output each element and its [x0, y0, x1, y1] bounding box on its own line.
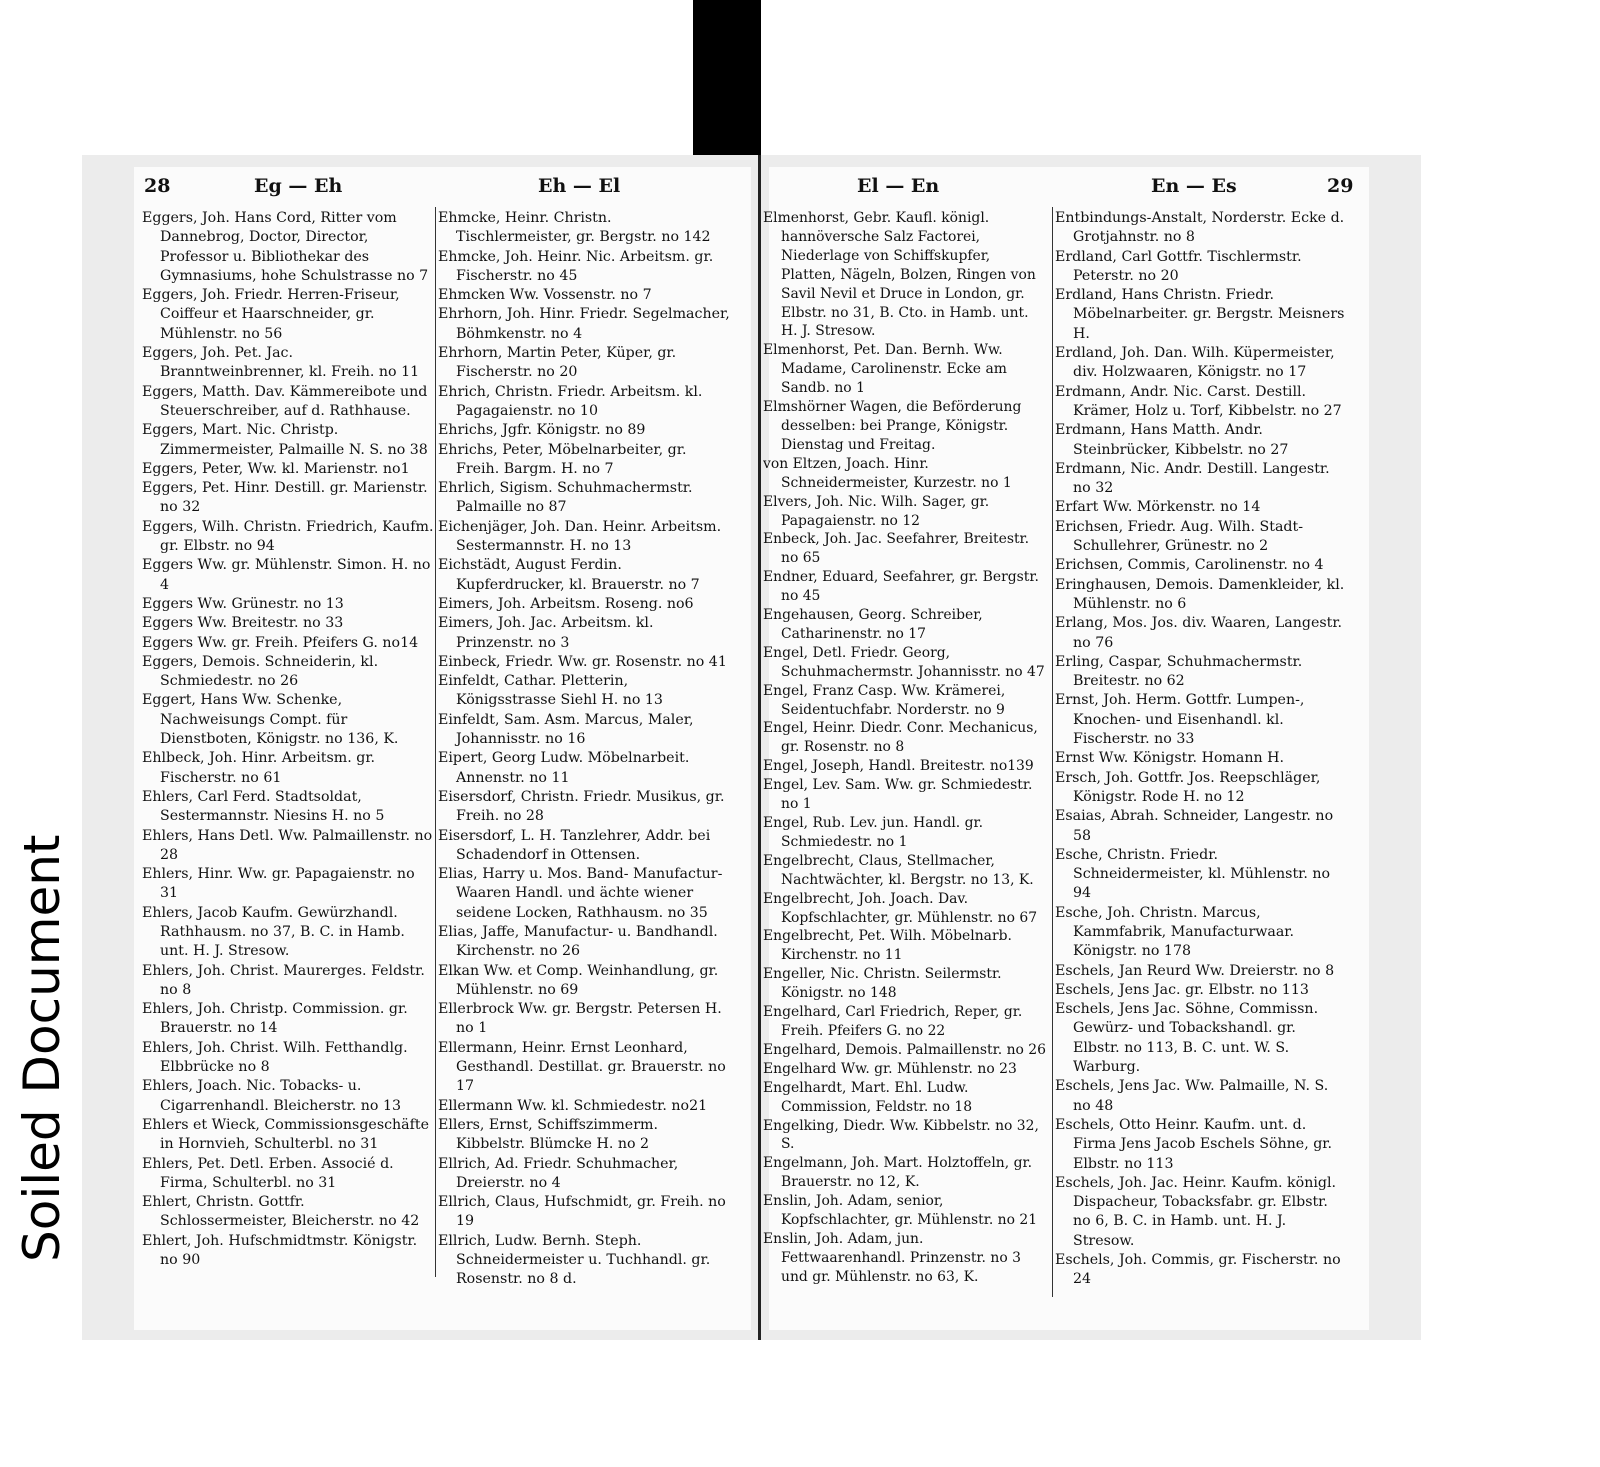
directory-entry: Elmenhorst, Pet. Dan. Bernh. Ww. Madame, Carolinenstr. Ecke am Sandb. no 1: [763, 342, 1007, 397]
right-head-1: El — En: [857, 175, 940, 197]
directory-entry: Engelbrecht, Pet. Wilh. Möbelnarb. Kirchenstr. no 11: [763, 928, 1012, 964]
directory-entry: Esaias, Abrah. Schneider, Langestr. no 58: [1055, 808, 1334, 844]
directory-entry: Engelhard, Demois. Palmaillenstr. no 26: [763, 1041, 1046, 1058]
directory-entry: Ehlert, Joh. Hufschmidtmstr. Königstr. no 90: [142, 1232, 418, 1269]
directory-entry: Esche, Christn. Friedr. Schneidermeister, kl. Mühlenstr. no 94: [1055, 846, 1331, 902]
directory-entry: Eichstädt, August Ferdin. Kupferdrucker, kl. Brauerstr. no 7: [438, 557, 700, 593]
directory-entry: Ehrichs, Peter, Möbelnarbeiter, gr. Freih. Bargm. H. no 7: [438, 441, 687, 477]
directory-entry: Erdmann, Hans Matth. Andr. Steinbrücker, Kibbelstr. no 27: [1055, 422, 1289, 458]
directory-entry: Elkan Ww. et Comp. Weinhandlung, gr. Mühlenstr. no 69: [438, 962, 719, 998]
directory-entry: Ehmcken Ww. Vossenstr. no 7: [438, 287, 652, 304]
directory-entry: Ehmcke, Joh. Heinr. Nic. Arbeitsm. gr. Fischerstr. no 45: [438, 248, 714, 284]
directory-entry: Eggers, Pet. Hinr. Destill. gr. Marienstr. no 32: [142, 480, 428, 516]
directory-entry: Einfeldt, Cathar. Pletterin, Königsstrasse Siehl H. no 13: [438, 673, 663, 709]
directory-entry: Ellrich, Claus, Hufschmidt, gr. Freih. no 19: [438, 1194, 726, 1230]
directory-entry: Engel, Lev. Sam. Ww. gr. Schmiedestr. no 1: [763, 777, 1033, 813]
directory-entry: Engel, Joseph, Handl. Breitestr. no139: [763, 758, 1034, 775]
directory-entry: Ehlers, Joach. Nic. Tobacks- u. Cigarrenhandl. Bleicherstr. no 13: [142, 1078, 402, 1114]
directory-entry: Einbeck, Friedr. Ww. gr. Rosenstr. no 41: [438, 653, 727, 670]
directory-entry: Eschels, Jens Jac. gr. Elbstr. no 113: [1055, 981, 1309, 998]
directory-entry: Erdland, Hans Christn. Friedr. Möbelnarbeiter. gr. Bergstr. Meisners H.: [1055, 287, 1345, 342]
left-page-number: 28: [144, 175, 171, 197]
directory-entry: Ehrhorn, Joh. Hinr. Friedr. Segelmacher, Böhmkenstr. no 4: [438, 306, 730, 342]
right-column-2: [1055, 209, 1345, 1329]
directory-entry: Ehlers, Carl Ferd. Stadtsoldat, Sestermannstr. Niesins H. no 5: [142, 788, 385, 825]
left-page: [82, 155, 762, 1340]
right-head-2: En — Es: [1151, 175, 1237, 197]
directory-entry: Eschels, Joh. Jac. Heinr. Kaufm. königl. Dispacheur, Tobacksfabr. gr. Elbstr. no 6, B. C. in Hamb. unt. H. J. Stresow.: [1055, 1174, 1336, 1249]
directory-entry: Enslin, Joh. Adam, senior, Kopfschlachter, gr. Mühlenstr. no 21: [763, 1193, 1038, 1229]
directory-entry: Erdland, Joh. Dan. Wilh. Küpermeister, div. Holzwaaren, Königstr. no 17: [1055, 345, 1335, 381]
directory-entry: Engelhard, Carl Friedrich, Reper, gr. Freih. Pfeifers G. no 22: [763, 1004, 1023, 1039]
directory-entry: Eimers, Joh. Jac. Arbeitsm. kl. Prinzenstr. no 3: [438, 615, 654, 651]
directory-entry: Eschels, Otto Heinr. Kaufm. unt. d. Firma Jens Jacob Eschels Söhne, gr. Elbstr. no 113: [1055, 1116, 1333, 1172]
directory-entry: Ellrich, Ad. Friedr. Schuhmacher, Dreierstr. no 4: [438, 1155, 679, 1191]
directory-entry: Engelking, Diedr. Ww. Kibbelstr. no 32, S.: [763, 1117, 1039, 1153]
directory-entry: Engel, Rub. Lev. jun. Handl. gr. Schmiedestr. no 1: [763, 815, 984, 850]
right-column-divider: [1052, 207, 1053, 1297]
directory-entry: Eggers, Mart. Nic. Christp. Zimmermeister, Palmaille N. S. no 38: [142, 422, 428, 458]
directory-entry: Erfart Ww. Mörkenstr. no 14: [1055, 499, 1261, 516]
directory-entry: Engelhard Ww. gr. Mühlenstr. no 23: [763, 1060, 1017, 1077]
soiled-document-label: Soiled Document: [13, 834, 71, 1262]
directory-entry: Ellerbrock Ww. gr. Bergstr. Petersen H. no 1: [438, 1001, 722, 1037]
directory-entry: Ehmcke, Heinr. Christn. Tischlermeister, gr. Bergstr. no 142: [438, 210, 711, 246]
directory-entry: Eggers, Demois. Schneiderin, kl. Schmiedestr. no 26: [142, 653, 379, 690]
directory-entry: Eschels, Jens Jac. Söhne, Commissn. Gewürz- und Tobackshandl. gr. Elbstr. no 113, B. C. unt. W. S. Warburg.: [1055, 1001, 1319, 1076]
directory-entry: Eggers, Wilh. Christn. Friedrich, Kaufm. gr. Elbstr. no 94: [142, 518, 434, 555]
directory-entry: Eipert, Georg Ludw. Möbelnarbeit. Annenstr. no 11: [438, 750, 690, 786]
directory-entry: Ehlert, Christn. Gottfr. Schlossermeister, Bleicherstr. no 42: [142, 1194, 420, 1230]
directory-entry: Eschels, Jan Reurd Ww. Dreierstr. no 8: [1055, 962, 1335, 979]
right-column-1: [763, 209, 1049, 1329]
left-column-1: [142, 209, 434, 1329]
directory-entry: Enbeck, Joh. Jac. Seefahrer, Breitestr. no 65: [763, 531, 1030, 567]
directory-entry: Ellermann, Heinr. Ernst Leonhard, Gesthandl. Destillat. gr. Brauerstr. no 17: [438, 1039, 726, 1095]
directory-entry: Eichenjäger, Joh. Dan. Heinr. Arbeitsm. Sestermannstr. H. no 13: [438, 518, 722, 555]
directory-entry: Erling, Caspar, Schuhmachermstr. Breitestr. no 62: [1055, 653, 1303, 690]
directory-entry: Ehrichs, Jgfr. Königstr. no 89: [438, 422, 646, 439]
directory-entry: Eschels, Jens Jac. Ww. Palmaille, N. S. no 48: [1055, 1078, 1329, 1114]
directory-entry: Ehrhorn, Martin Peter, Küper, gr. Fischerstr. no 20: [438, 345, 677, 381]
directory-entry: von Eltzen, Joach. Hinr. Schneidermeister, Kurzestr. no 1: [763, 455, 1012, 491]
directory-entry: Eimers, Joh. Arbeitsm. Roseng. no6: [438, 595, 694, 612]
left-column-2: [438, 209, 730, 1329]
directory-entry: Elvers, Joh. Nic. Wilh. Sager, gr. Papagaienstr. no 12: [763, 493, 990, 529]
left-column-divider: [435, 207, 436, 1277]
directory-entry: Engel, Heinr. Diedr. Conr. Mechanicus, gr. Rosenstr. no 8: [763, 720, 1038, 756]
directory-entry: Ehlers, Joh. Christp. Commission. gr. Brauerstr. no 14: [142, 1001, 408, 1037]
directory-entry: Eggers Ww. gr. Mühlenstr. Simon. H. no 4: [142, 557, 431, 593]
directory-entry: Engeller, Nic. Christn. Seilermstr. Königstr. no 148: [763, 966, 1002, 1002]
directory-entry: Erdmann, Andr. Nic. Carst. Destill. Krämer, Holz u. Torf, Kibbelstr. no 27: [1055, 383, 1342, 419]
directory-entry: Ernst Ww. Königstr. Homann H.: [1055, 750, 1285, 767]
directory-entry: Ehlers, Hinr. Ww. gr. Papagaienstr. no 31: [142, 866, 415, 902]
right-page-number: 29: [1327, 175, 1354, 197]
directory-entry: Eggers, Joh. Friedr. Herren-Friseur, Coiffeur et Haarschneider, gr. Mühlenstr. no 56: [142, 287, 400, 342]
directory-entry: Ehlers, Joh. Christ. Wilh. Fetthandlg. Elbbrücke no 8: [142, 1039, 408, 1076]
directory-entry: Engel, Franz Casp. Ww. Krämerei, Seidentuchfabr. Norderstr. no 9: [763, 682, 1006, 718]
directory-entry: Eggers, Joh. Hans Cord, Ritter vom Dannebrog, Doctor, Director, Professor u. Bibliothekar des Gymnasiums, hohe Schulstrasse no 7: [142, 210, 429, 284]
directory-entry: Ernst, Joh. Herm. Gottfr. Lumpen-, Knochen- und Eisenhandl. kl. Fischerstr. no 33: [1055, 692, 1305, 748]
directory-entry: Eggers Ww. gr. Freih. Pfeifers G. no14: [142, 634, 419, 651]
gutter-black-bar: [693, 0, 761, 165]
directory-entry: Eringhausen, Demois. Damenkleider, kl. Mühlenstr. no 6: [1055, 576, 1345, 612]
directory-entry: Ehrich, Christn. Friedr. Arbeitsm. kl. Pagagaienstr. no 10: [438, 383, 703, 419]
directory-entry: Eisersdorf, L. H. Tanzlehrer, Addr. bei Schadendorf in Ottensen.: [438, 827, 711, 863]
directory-entry: Eggers Ww. Grünestr. no 13: [142, 595, 344, 612]
directory-entry: Erdmann, Nic. Andr. Destill. Langestr. no 32: [1055, 460, 1330, 497]
directory-entry: Ehlers, Hans Detl. Ww. Palmaillenstr. no 28: [142, 827, 433, 863]
directory-entry: Endner, Eduard, Seefahrer, gr. Bergstr. no 45: [763, 569, 1039, 605]
directory-entry: Ehrlich, Sigism. Schuhmachermstr. Palmaille no 87: [438, 480, 693, 516]
directory-entry: Eggers, Matth. Dav. Kämmereibote und Steuerschreiber, auf d. Rathhause.: [142, 383, 428, 419]
directory-entry: Ehlers, Joh. Christ. Maurerges. Feldstr. no 8: [142, 962, 425, 998]
directory-entry: Elmshörner Wagen, die Beförderung desselben: bei Prange, Königstr. Dienstag und Freitag.: [763, 399, 1022, 453]
directory-entry: Erichsen, Friedr. Aug. Wilh. Stadt-Schullehrer, Grünestr. no 2: [1055, 518, 1303, 555]
directory-entry: Elmenhorst, Gebr. Kaufl. königl. hannöversche Salz Factorei, Niederlage von Schiffskupfer, Platten, Nägeln, Bolzen, Ringen von Savil Nevil et Druce in London, gr. Elbstr. no 31, B. Cto. in Hamb. unt. H. J. Stresow.: [763, 210, 1036, 340]
directory-entry: Erichsen, Commis, Carolinenstr. no 4: [1055, 557, 1324, 574]
directory-entry: Ellermann Ww. kl. Schmiedestr. no21: [438, 1097, 708, 1114]
directory-entry: Ellers, Ernst, Schiffszimmerm. Kibbelstr. Blümcke H. no 2: [438, 1116, 658, 1153]
right-page: [758, 155, 1421, 1340]
directory-entry: Entbindungs-Anstalt, Norderstr. Ecke d. Grotjahnstr. no 8: [1055, 210, 1345, 246]
directory-entry: Engelhardt, Mart. Ehl. Ludw. Commission, Feldstr. no 18: [763, 1079, 973, 1115]
directory-entry: Ehlers, Pet. Detl. Erben. Associé d. Firma, Schulterbl. no 31: [142, 1155, 394, 1191]
directory-entry: Erdland, Carl Gottfr. Tischlermstr. Peterstr. no 20: [1055, 248, 1302, 284]
directory-entry: Elias, Harry u. Mos. Band- Manufactur-Waaren Handl. und ächte wiener seidene Locken, Rathhausm. no 35: [438, 866, 723, 921]
directory-entry: Ehlers, Jacob Kaufm. Gewürzhandl. Rathhausm. no 37, B. C. in Hamb. unt. H. J. Stresow.: [142, 904, 405, 960]
left-head-2: Eh — El: [538, 175, 621, 197]
directory-entry: Ellrich, Ludw. Bernh. Steph. Schneidermeister u. Tuchhandl. gr. Rosenstr. no 8 d.: [438, 1232, 711, 1288]
directory-entry: Eschels, Joh. Commis, gr. Fischerstr. no 24: [1055, 1252, 1341, 1288]
directory-entry: Eisersdorf, Christn. Friedr. Musikus, gr. Freih. no 28: [438, 788, 725, 825]
directory-entry: Engel, Detl. Friedr. Georg, Schuhmachermstr. Johannisstr. no 47: [763, 644, 1045, 680]
directory-entry: Ersch, Joh. Gottfr. Jos. Reepschläger, Königstr. Rode H. no 12: [1055, 769, 1321, 805]
left-head-1: Eg — Eh: [254, 175, 343, 197]
directory-entry: Eggers, Joh. Pet. Jac. Branntweinbrenner, kl. Freih. no 11: [142, 345, 420, 381]
directory-entry: Einfeldt, Sam. Asm. Marcus, Maler, Johannisstr. no 16: [438, 711, 694, 748]
directory-entry: Eggers Ww. Breitestr. no 33: [142, 615, 344, 632]
directory-entry: Ehlbeck, Joh. Hinr. Arbeitsm. gr. Fischerstr. no 61: [142, 750, 376, 786]
directory-entry: Esche, Joh. Christn. Marcus, Kammfabrik, Manufacturwaar. Königstr. no 178: [1055, 904, 1295, 960]
directory-entry: Eggers, Peter, Ww. kl. Marienstr. no1: [142, 460, 410, 477]
directory-entry: Erlang, Mos. Jos. div. Waaren, Langestr. no 76: [1055, 615, 1343, 651]
directory-entry: Eggert, Hans Ww. Schenke, Nachweisungs Compt. für Dienstboten, Königstr. no 136, K.: [142, 692, 399, 748]
directory-entry: Ehlers et Wieck, Commissionsgeschäfte in Hornvieh, Schulterbl. no 31: [142, 1116, 429, 1153]
directory-entry: Engehausen, Georg. Schreiber, Catharinenstr. no 17: [763, 607, 983, 642]
directory-entry: Elias, Jaffe, Manufactur- u. Bandhandl. Kirchenstr. no 26: [438, 923, 718, 960]
directory-entry: Engelmann, Joh. Mart. Holztoffeln, gr. Brauerstr. no 12, K.: [763, 1155, 1032, 1191]
directory-entry: Engelbrecht, Joh. Joach. Dav. Kopfschlachter, gr. Mühlenstr. no 67: [763, 890, 1038, 926]
directory-entry: Engelbrecht, Claus, Stellmacher, Nachtwächter, kl. Bergstr. no 13, K.: [763, 852, 1034, 888]
directory-entry: Enslin, Joh. Adam, jun. Fettwaarenhandl. Prinzenstr. no 3 und gr. Mühlenstr. no 63, K.: [763, 1230, 1021, 1285]
